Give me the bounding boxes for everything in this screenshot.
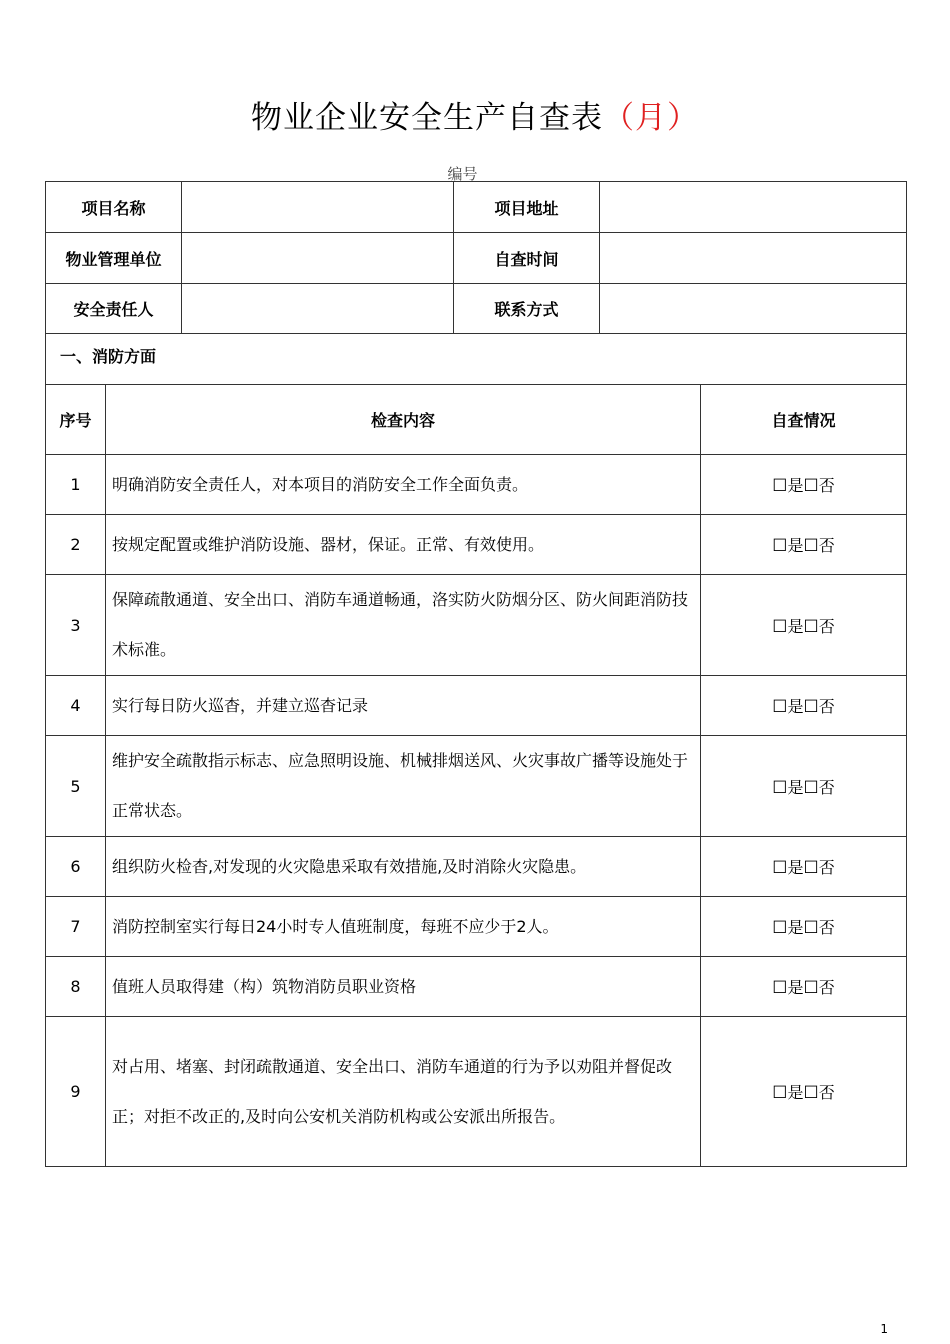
yes-label: 是 xyxy=(787,858,804,877)
yes-label: 是 xyxy=(787,978,804,997)
no-checkbox[interactable]: ☐ xyxy=(803,858,819,878)
page-title xyxy=(0,92,950,137)
no-label: 否 xyxy=(818,476,835,495)
self-inspection-table xyxy=(45,181,907,1167)
table-row xyxy=(46,957,907,1017)
table-row xyxy=(46,515,907,575)
no-label: 否 xyxy=(818,536,835,555)
item-result xyxy=(701,736,907,837)
header-row-unit xyxy=(46,233,907,284)
header-row-person xyxy=(46,284,907,334)
item-content: 消防控制室实行每日24小时专人值班制度，每班不应少于2人。 xyxy=(106,897,701,957)
page-number: 1 xyxy=(880,1322,888,1336)
item-content: 值班人员取得建（构）筑物消防员职业资格 xyxy=(106,957,701,1017)
yes-checkbox[interactable]: ☐ xyxy=(772,858,788,878)
item-result xyxy=(701,676,907,736)
item-content: 保障疏散通道、安全出口、消防车通道畅通，洛实防火防烟分区、防火间距消防技术标准。 xyxy=(106,575,701,676)
item-content: 对占用、堵塞、封闭疏散通道、安全出口、消防车通道的行为予以劝阻并督促改正；对拒不改正的,及时向公安机关消防机构或公安派出所报告。 xyxy=(106,1017,701,1167)
item-content: 组织防火检杳,对发现的火灾隐患采取有效措施,及时消除火灾隐患。 xyxy=(106,837,701,897)
yes-label: 是 xyxy=(787,1083,804,1102)
section-title: 一、消防方面 xyxy=(46,334,907,385)
item-number: 9 xyxy=(46,1017,106,1167)
item-result xyxy=(701,575,907,676)
no-checkbox[interactable]: ☐ xyxy=(803,777,819,798)
column-header-row xyxy=(46,385,907,455)
table-row xyxy=(46,736,907,837)
yes-label: 是 xyxy=(787,616,804,636)
project-name-label: 项目名称 xyxy=(46,182,182,233)
project-name-field[interactable] xyxy=(182,182,454,233)
management-unit-label: 物业管理单位 xyxy=(46,233,182,284)
item-content: 按规定配置或维护消防设施、器材，保证。正常、有效使用。 xyxy=(106,515,701,575)
contact-label: 联系方式 xyxy=(454,284,600,334)
yes-checkbox[interactable]: ☐ xyxy=(772,697,788,717)
safety-person-field[interactable] xyxy=(182,284,454,334)
yes-checkbox[interactable]: ☐ xyxy=(772,476,788,496)
contact-field[interactable] xyxy=(600,284,907,334)
item-number: 1 xyxy=(46,455,106,515)
yes-checkbox[interactable]: ☐ xyxy=(772,777,788,798)
code-label: 编号 xyxy=(447,165,478,183)
item-result xyxy=(701,515,907,575)
no-label: 否 xyxy=(818,777,835,797)
no-label: 否 xyxy=(818,697,835,716)
item-result xyxy=(701,455,907,515)
management-unit-field[interactable] xyxy=(182,233,454,284)
item-result xyxy=(701,957,907,1017)
inspection-time-label: 自查时间 xyxy=(454,233,600,284)
no-label: 否 xyxy=(818,858,835,877)
item-number: 6 xyxy=(46,837,106,897)
table-row xyxy=(46,837,907,897)
item-number: 4 xyxy=(46,676,106,736)
yes-checkbox[interactable]: ☐ xyxy=(772,918,788,938)
item-result xyxy=(701,1017,907,1167)
item-number: 3 xyxy=(46,575,106,676)
title-accent: （月） xyxy=(603,100,699,136)
no-label: 否 xyxy=(818,1083,835,1102)
table-row xyxy=(46,1017,907,1167)
no-checkbox[interactable]: ☐ xyxy=(803,697,819,717)
no-label: 否 xyxy=(818,918,835,937)
item-content: 明确消防安全责任人，对本项目的消防安全工作全面负责。 xyxy=(106,455,701,515)
no-checkbox[interactable]: ☐ xyxy=(803,616,819,637)
item-result xyxy=(701,897,907,957)
safety-person-label: 安全责任人 xyxy=(46,284,182,334)
no-checkbox[interactable]: ☐ xyxy=(803,978,819,998)
table-row xyxy=(46,575,907,676)
yes-checkbox[interactable]: ☐ xyxy=(772,616,788,637)
column-header-result: 自查情况 xyxy=(701,385,907,455)
table-row xyxy=(46,676,907,736)
yes-label: 是 xyxy=(787,476,804,495)
inspection-time-field[interactable] xyxy=(600,233,907,284)
item-number: 2 xyxy=(46,515,106,575)
item-content: 实行每日防火巡杳，并建立巡杳记录 xyxy=(106,676,701,736)
yes-label: 是 xyxy=(787,918,804,937)
yes-checkbox[interactable]: ☐ xyxy=(772,978,788,998)
item-number: 8 xyxy=(46,957,106,1017)
column-header-content: 检查内容 xyxy=(106,385,701,455)
no-label: 否 xyxy=(818,978,835,997)
no-label: 否 xyxy=(818,616,835,636)
project-address-label: 项目地址 xyxy=(454,182,600,233)
header-row-project xyxy=(46,182,907,233)
yes-label: 是 xyxy=(787,777,804,797)
yes-checkbox[interactable]: ☐ xyxy=(772,536,788,556)
project-address-field[interactable] xyxy=(600,182,907,233)
yes-checkbox[interactable]: ☐ xyxy=(772,1083,788,1103)
yes-label: 是 xyxy=(787,536,804,555)
table-row xyxy=(46,897,907,957)
item-number: 7 xyxy=(46,897,106,957)
no-checkbox[interactable]: ☐ xyxy=(803,1083,819,1103)
item-content: 维护安全疏散指示标志、应急照明设施、机械排烟送风、火灾事故广播等设施处于正常状态。 xyxy=(106,736,701,837)
no-checkbox[interactable]: ☐ xyxy=(803,536,819,556)
table-row xyxy=(46,455,907,515)
section-row xyxy=(46,334,907,385)
item-number: 5 xyxy=(46,736,106,837)
no-checkbox[interactable]: ☐ xyxy=(803,918,819,938)
no-checkbox[interactable]: ☐ xyxy=(803,476,819,496)
yes-label: 是 xyxy=(787,697,804,716)
column-header-no: 序号 xyxy=(46,385,106,455)
title-main: 物业企业安全生产自查表 xyxy=(251,100,603,136)
item-result xyxy=(701,837,907,897)
